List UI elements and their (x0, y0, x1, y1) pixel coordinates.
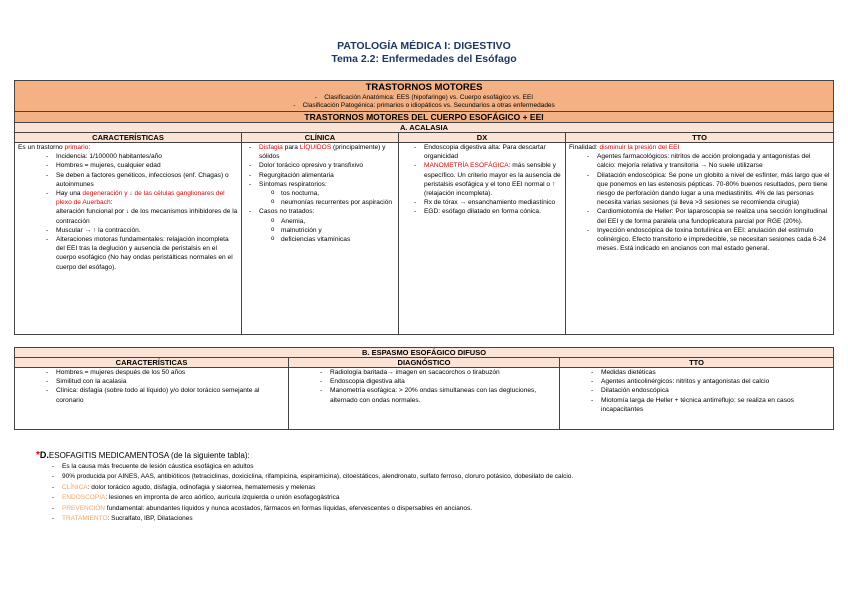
esofagitis-heading: *D.ESOFAGITIS MEDICAMENTOSA (de la siguiente tabla): (36, 450, 250, 461)
trastornos-heading: TRASTORNOS MOTORES (365, 82, 483, 93)
esofagitis-item: - Es la causa más frecuente de lesión cáustica esofágica en adultos (62, 462, 816, 473)
sub-item: o malnutrición y (281, 226, 395, 235)
list-item: - Se deben a factores genéticos, infecciosos (enf. Chagas) o autoinmunes (56, 171, 238, 189)
col-caracteristicas: CARACTERÍSTICAS (15, 133, 242, 143)
tto-finalidad: Finalidad: disminuir la presión del EEI (569, 144, 680, 151)
list-item: - Regurgitación alimentaria (259, 171, 395, 180)
acalasia-caracteristicas-cell (15, 143, 242, 335)
list-item: - Endoscopia digestiva alta: Para descartar organicidad (424, 143, 562, 161)
esofagitis-item: - 90% producida por AINES, AAS, antibióticos (tetraciclinas, doxiciclina, rifampicina, espiramicina), citoestáticos, alendronato, sulfato ferroso, cloruro potásico, dobesilato de calcio. (62, 472, 816, 483)
list-item: - Hay una degeneración y ↓ de las células ganglionares del plexo de Auerbach: alteración funcional por ↓ de los mecanismos inhibidores de la contracción (56, 189, 238, 226)
espasmo-table (14, 347, 834, 430)
list-item: - Miotomía larga de Heller + técnica antirreflujo: se realiza en casos incapacitantes (601, 396, 830, 414)
list-item: - Muscular → ↑ la contracción. (56, 226, 238, 235)
page-title: PATOLOGÍA MÉDICA I: DIGESTIVO (337, 40, 511, 52)
caract-intro: Es un trastorno primario: (18, 144, 91, 151)
cuerpo-esofagico-heading: TRASTORNOS MOTORES DEL CUERPO ESOFÁGICO + EEI (15, 112, 834, 123)
list-item: - Endoscopia digestiva alta (330, 377, 556, 386)
acalasia-tto-cell (566, 143, 834, 335)
list-item: - Agentes anticolinérgicos: nitritos y antagonistas del calcio (601, 377, 830, 386)
list-item: - MANOMETRÍA ESOFÁGICA: más sensible y específico. Un criterio mayor es la ausencia de peristalsis esofágica y el tono EEI normal o ↑ (relajación incompleta). (424, 161, 562, 198)
acalasia-heading: A. ACALASIA (15, 123, 834, 133)
esofagitis-section (36, 450, 816, 525)
acalasia-clinica-cell (242, 143, 399, 335)
sub-item: o deficiencias vitamínicas (281, 235, 395, 244)
esofagitis-item: - PREVENCIÓN fundamental: abundantes líquidos y nunca acostados, fármacos en formas líquidas, efervescentes o dispersables en ancianos. (62, 504, 816, 515)
col-clinica: CLÍNICA (242, 133, 399, 143)
list-item: - Agentes farmacológicos: nitritos de acción prolongada y antagonistas del calcio: mejoría relativa y transitoria → No suele utilizarse (597, 152, 830, 170)
list-item: - Disfagia para LÍQUIDOS (principalmente) y sólidos (259, 143, 395, 161)
esofagitis-item: - CLÍNICA: dolor torácico agudo, disfagia, odinofagia y sialorrea, hematemesis y melenas (62, 483, 816, 494)
col-tto: TTO (560, 358, 834, 368)
sub-item: o Anemia, (281, 217, 395, 226)
col-caracteristicas: CARACTERÍSTICAS (15, 358, 289, 368)
col-dx: DX (399, 133, 566, 143)
page-subtitle: Tema 2.2: Enfermedades del Esófago (331, 53, 517, 65)
sub-item: o tos nocturna, (281, 189, 395, 198)
list-item: - Medidas dietéticas (601, 368, 830, 377)
list-item: - Alteraciones motoras fundamentales: relajación incompleta del EEI tras la deglución y ausencia de peristalsis en el cuerpo esofágico (No hay ondas peristálticas normales en el cuerpo del esófago). (56, 235, 238, 272)
list-item: - Similitud con la acalasia (56, 377, 285, 386)
list-item: - Incidencia: 1/100000 habitantes/año (56, 152, 238, 161)
espasmo-heading: B. ESPASMO ESOFÁGICO DIFUSO (15, 348, 834, 358)
list-item: - Casos no tratados: o Anemia, o malnutrición y o deficiencias vitamínicas (259, 207, 395, 244)
espasmo-tto-cell (560, 368, 834, 430)
espasmo-caracteristicas-cell (15, 368, 289, 430)
esofagitis-item: - ENDOSCOPIA: lesiones en impronta de arco aórtico, aurícula izquierda o unión esofagogástrica (62, 493, 816, 504)
espasmo-diagnostico-cell (289, 368, 560, 430)
list-item: - Dolor torácico opresivo y transfixivo (259, 161, 395, 170)
clasificacion-patogenica: - Clasificación Patogénica: primarios o idiopáticos vs. Secundarios a otras enfermedades (293, 102, 555, 109)
list-item: - Síntomas respiratorios: o tos nocturna, o neumonías recurrentes por aspiración (259, 180, 395, 208)
list-item: - Rx de tórax → ensanchamiento mediastínico (424, 198, 562, 207)
acalasia-table (14, 80, 834, 335)
list-item: - Dilatación endoscópica (601, 386, 830, 395)
list-item: - Hombres = mujeres, cualquier edad (56, 161, 238, 170)
list-item: - Hombres = mujeres después de los 50 años (56, 368, 285, 377)
esofagitis-item: - TRATAMIENTO: Sucralfato, IBP, Dilataciones (62, 514, 816, 525)
sub-item: o neumonías recurrentes por aspiración (281, 198, 395, 207)
list-item: - Manometría esofágica: > 20% ondas simultaneas con las degluciones, alternado con ondas normales. (330, 386, 556, 404)
list-item: - Inyección endoscópica de toxina botulínica en EEI: anulación del estímulo colinérgico. Efecto transitorio e impredecible, se necesitan sesiones cada 6-24 meses. Está indicado en ancianos con mal estado general. (597, 226, 830, 254)
clasificacion-anatomica: - Clasificación Anatómica: EES (hipofaringe) vs. Cuerpo esofágico vs. EEI (314, 94, 534, 101)
list-item: - EGD: esófago dilatado en forma cónica. (424, 207, 562, 216)
list-item: - Dilatación endoscópica: Se pone un globito a nivel de esfínter, más largo que el que ponemos en las estenosis pépticas. 70-80% buenos resultados, pero tiene riesgo de perforación dando lugar a una mediastinitis. 4% de las personas necesita varias sesiones (si lleva >3 sesiones se recomienda cirugía) (597, 171, 830, 208)
col-diagnostico: DIAGNÓSTICO (289, 358, 560, 368)
list-item: - Cardiomiotomía de Heller: Por laparoscopia se realiza una sección longitudinal del EEI y de forma paralela una fundoplicatura parcial por RGE (20%). (597, 207, 830, 225)
trastornos-header (15, 81, 834, 112)
list-item: - Clínica: disfagia (sobre todo al líquido) y/o dolor torácico semejante al coronario (56, 386, 285, 404)
acalasia-dx-cell (399, 143, 566, 335)
list-item: - Radiología baritada→ imagen en sacacorchos o tirabuzón (330, 368, 556, 377)
col-tto: TTO (566, 133, 834, 143)
